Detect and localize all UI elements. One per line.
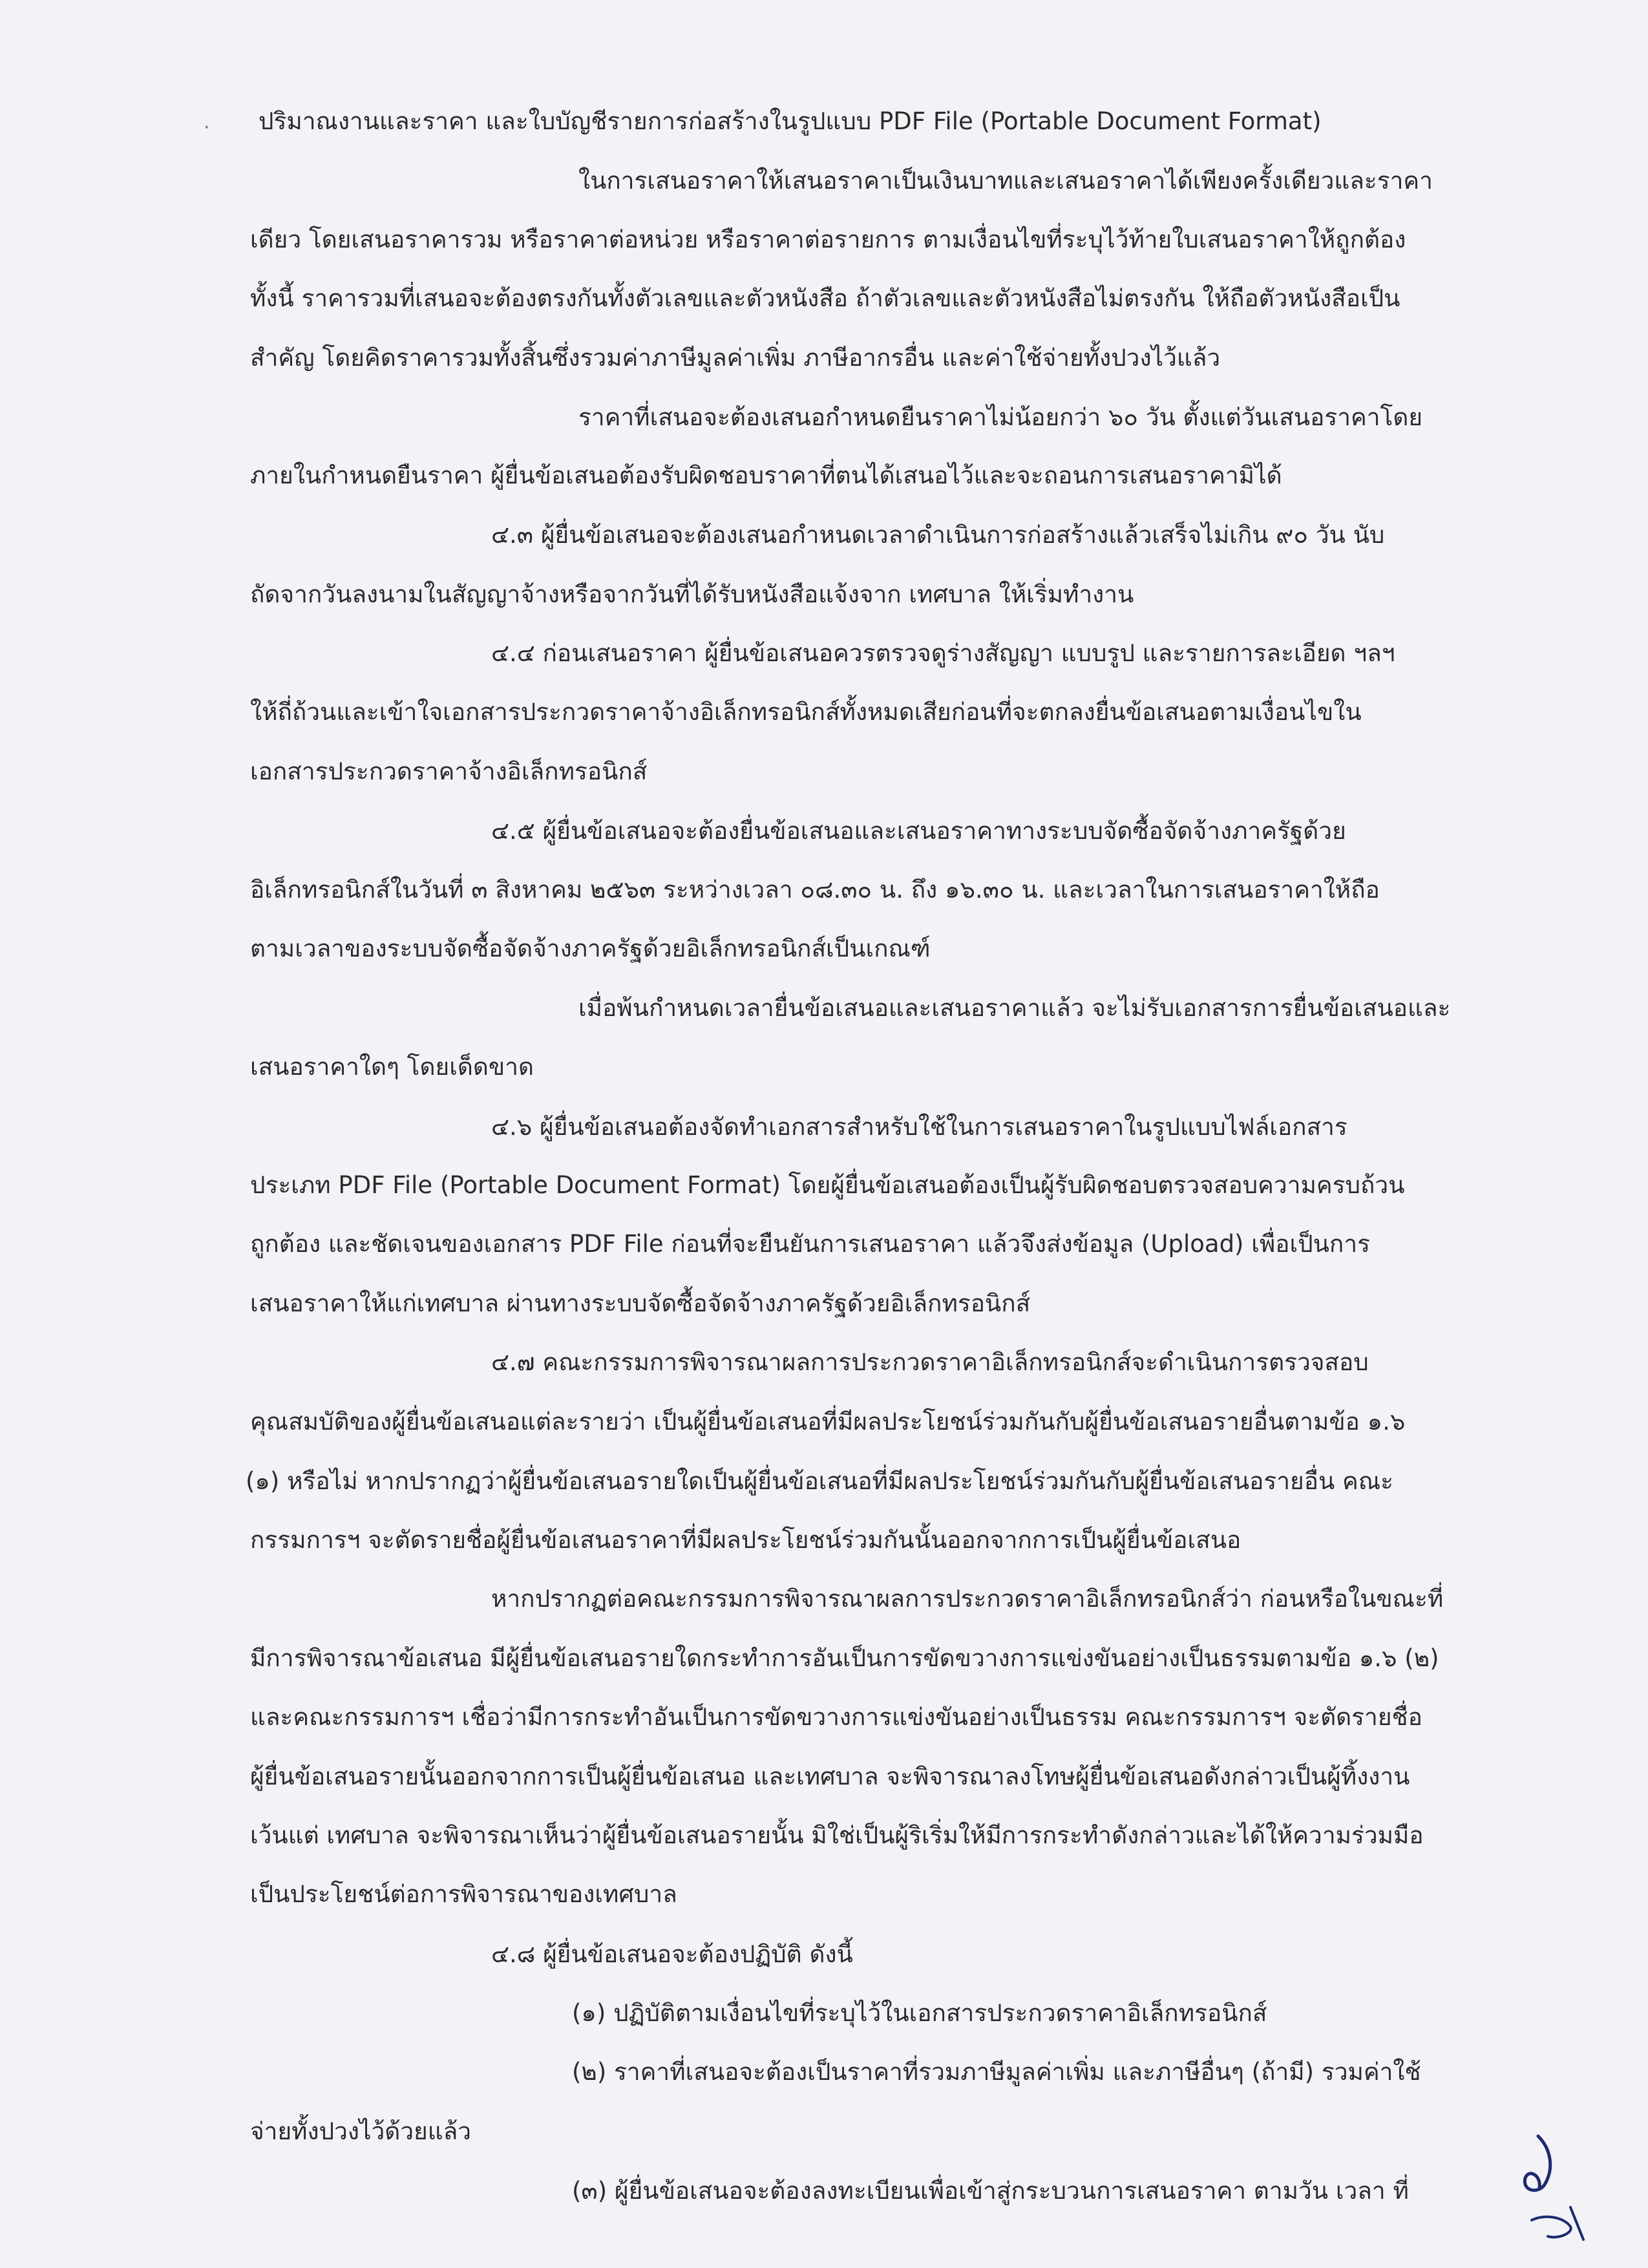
- list-item-1: (๑) ปฏิบัติตามเงื่อนไขที่ระบุไว้ในเอกสารประกวดราคาอิเล็กทรอนิกส์: [572, 1999, 1267, 2027]
- section-4-7: ๔.๗ คณะกรรมการพิจารณาผลการประกวดราคาอิเล็กทรอนิกส์จะดำเนินการตรวจสอบ: [491, 1348, 1369, 1376]
- text-line: ปริมาณงานและราคา และใบบัญชีรายการก่อสร้างในรูปแบบ PDF File (Portable Document Format): [259, 107, 1322, 135]
- text-line: ทั้งนี้ ราคารวมที่เสนอจะต้องตรงกันทั้งตัวเลขและตัวหนังสือ ถ้าตัวเลขและตัวหนังสือไม่ตรงกัน ให้ถือตัวหนังสือเป็น: [250, 284, 1400, 312]
- text-line: ประเภท PDF File (Portable Document Format) โดยผู้ยื่นข้อเสนอต้องเป็นผู้รับผิดชอบตรวจสอบความครบถ้วน: [250, 1171, 1405, 1199]
- text-line: ผู้ยื่นข้อเสนอรายนั้นออกจากการเป็นผู้ยื่นข้อเสนอ และเทศบาล จะพิจารณาลงโทษผู้ยื่นข้อเสนอดังกล่าวเป็นผู้ทิ้งงาน: [250, 1763, 1410, 1790]
- text-line: หากปรากฏต่อคณะกรรมการพิจารณาผลการประกวดราคาอิเล็กทรอนิกส์ว่า ก่อนหรือในขณะที่: [491, 1585, 1444, 1613]
- text-line: เมื่อพ้นกำหนดเวลายื่นข้อเสนอและเสนอราคาแล้ว จะไม่รับเอกสารการยื่นข้อเสนอและ: [578, 994, 1451, 1022]
- text-line: ราคาที่เสนอจะต้องเสนอกำหนดยืนราคาไม่น้อยกว่า ๖๐ วัน ตั้งแต่วันเสนอราคาโดย: [578, 403, 1423, 431]
- text-line: เสนอราคาใดๆ โดยเด็ดขาด: [250, 1053, 534, 1081]
- text-line: จ่ายทั้งปวงไว้ด้วยแล้ว: [250, 2117, 472, 2145]
- text-line: ถัดจากวันลงนามในสัญญาจ้างหรือจากวันที่ได้รับหนังสือแจ้งจาก เทศบาล ให้เริ่มทำงาน: [250, 580, 1134, 608]
- text-line: มีการพิจารณาข้อเสนอ มีผู้ยื่นข้อเสนอรายใดกระทำการอันเป็นการขัดขวางการแข่งขันอย่างเป็นธรรมตามข้อ ๑.๖ (๒): [250, 1644, 1439, 1672]
- text-line: (๑) หรือไม่ หากปรากฏว่าผู้ยื่นข้อเสนอรายใดเป็นผู้ยื่นข้อเสนอที่มีผลประโยชน์ร่วมกันกับผู้ยื่นข้อเสนอรายอื่น คณะ: [246, 1467, 1393, 1495]
- list-item-2: (๒) ราคาที่เสนอจะต้องเป็นราคาที่รวมภาษีมูลค่าเพิ่ม และภาษีอื่นๆ (ถ้ามี) รวมค่าใช้: [572, 2058, 1421, 2086]
- list-item-3: (๓) ผู้ยื่นข้อเสนอจะต้องลงทะเบียนเพื่อเข้าสู่กระบวนการเสนอราคา ตามวัน เวลา ที่: [572, 2177, 1409, 2205]
- section-4-6: ๔.๖ ผู้ยื่นข้อเสนอต้องจัดทำเอกสารสำหรับใช้ในการเสนอราคาในรูปแบบไฟล์เอกสาร: [491, 1113, 1347, 1141]
- text-line: อิเล็กทรอนิกส์ในวันที่ ๓ สิงหาคม ๒๕๖๓ ระหว่างเวลา ๐๘.๓๐ น. ถึง ๑๖.๓๐ น. และเวลาในการเสนอราคาให้ถือ: [250, 876, 1380, 904]
- scan-mark: ·: [204, 116, 210, 139]
- text-line: กรรมการฯ จะตัดรายชื่อผู้ยื่นข้อเสนอราคาที่มีผลประโยชน์ร่วมกันนั้นออกจากการเป็นผู้ยื่นข้อเสนอ: [250, 1526, 1241, 1554]
- text-line: ให้ถี่ถ้วนและเข้าใจเอกสารประกวดราคาจ้างอิเล็กทรอนิกส์ทั้งหมดเสียก่อนที่จะตกลงยื่นข้อเสนอตามเงื่อนไขใน: [250, 698, 1362, 726]
- text-line: คุณสมบัติของผู้ยื่นข้อเสนอแต่ละรายว่า เป็นผู้ยื่นข้อเสนอที่มีผลประโยชน์ร่วมกันกับผู้ยื่นข้อเสนอรายอื่นตามข้อ ๑.๖: [250, 1408, 1406, 1436]
- text-line: เอกสารประกวดราคาจ้างอิเล็กทรอนิกส์: [250, 758, 648, 785]
- text-line: ถูกต้อง และชัดเจนของเอกสาร PDF File ก่อนที่จะยืนยันการเสนอราคา แล้วจึงส่งข้อมูล (Upload) เพื่อเป็นการ: [250, 1230, 1370, 1258]
- text-line: เสนอราคาให้แก่เทศบาล ผ่านทางระบบจัดซื้อจัดจ้างภาครัฐด้วยอิเล็กทรอนิกส์: [250, 1289, 1031, 1317]
- section-4-4: ๔.๔ ก่อนเสนอราคา ผู้ยื่นข้อเสนอควรตรวจดูร่างสัญญา แบบรูป และรายการละเอียด ฯลฯ: [491, 639, 1395, 667]
- section-4-3: ๔.๓ ผู้ยื่นข้อเสนอจะต้องเสนอกำหนดเวลาดำเนินการก่อสร้างแล้วเสร็จไม่เกิน ๙๐ วัน นับ: [491, 521, 1385, 549]
- initials-signature: [1493, 2123, 1609, 2252]
- text-line: ในการเสนอราคาให้เสนอราคาเป็นเงินบาทและเสนอราคาได้เพียงครั้งเดียวและราคา: [578, 167, 1433, 195]
- section-4-5: ๔.๕ ผู้ยื่นข้อเสนอจะต้องยื่นข้อเสนอและเสนอราคาทางระบบจัดซื้อจัดจ้างภาครัฐด้วย: [491, 817, 1346, 845]
- text-line: ตามเวลาของระบบจัดซื้อจัดจ้างภาครัฐด้วยอิเล็กทรอนิกส์เป็นเกณฑ์: [250, 935, 931, 962]
- text-line: เดียว โดยเสนอราคารวม หรือราคาต่อหน่วย หรือราคาต่อรายการ ตามเงื่อนไขที่ระบุไว้ท้ายใบเสนอราคาให้ถูกต้อง: [250, 226, 1406, 253]
- text-line: เป็นประโยชน์ต่อการพิจารณาของเทศบาล: [250, 1880, 677, 1908]
- text-line: สำคัญ โดยคิดราคารวมทั้งสิ้นซึ่งรวมค่าภาษีมูลค่าเพิ่ม ภาษีอากรอื่น และค่าใช้จ่ายทั้งปวงไว้แล้ว: [250, 344, 1221, 372]
- text-line: และคณะกรรมการฯ เชื่อว่ามีการกระทำอันเป็นการขัดขวางการแข่งขันอย่างเป็นธรรม คณะกรรมการฯ จะตัดรายชื่อ: [250, 1703, 1422, 1731]
- text-line: ภายในกำหนดยืนราคา ผู้ยื่นข้อเสนอต้องรับผิดชอบราคาที่ตนได้เสนอไว้และจะถอนการเสนอราคามิได้: [250, 461, 1282, 489]
- section-4-8: ๔.๘ ผู้ยื่นข้อเสนอจะต้องปฏิบัติ ดังนี้: [491, 1940, 853, 1968]
- text-line: เว้นแต่ เทศบาล จะพิจารณาเห็นว่าผู้ยื่นข้อเสนอรายนั้น มิใช่เป็นผู้ริเริ่มให้มีการกระทำดังกล่าวและได้ให้ความร่วมมือ: [250, 1821, 1424, 1849]
